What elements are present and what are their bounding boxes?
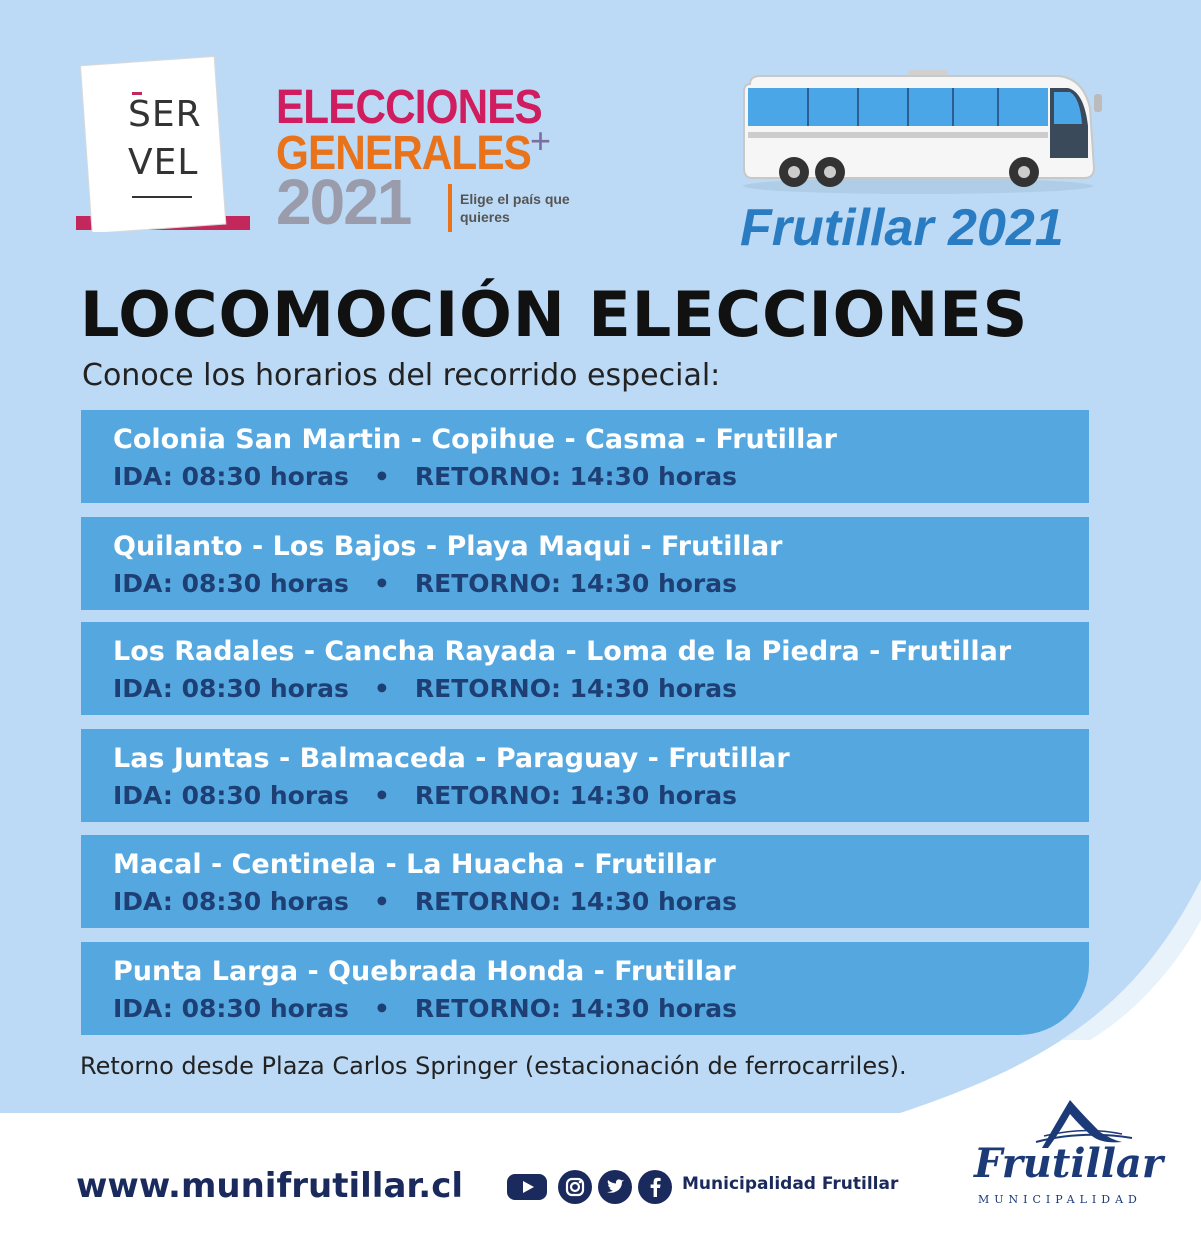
servel-logo	[76, 52, 252, 232]
route-times	[113, 887, 737, 916]
social-handle: Municipalidad Frutillar	[682, 1174, 899, 1194]
route-card	[81, 942, 1089, 1035]
route-ida: IDA: 08:30 horas	[113, 462, 349, 491]
page-subtitle: Conoce los horarios del recorrido especial:	[82, 358, 721, 393]
municipality-name: Frutillar	[974, 1140, 1163, 1187]
elecciones-plus: +	[530, 120, 552, 161]
route-name: Colonia San Martin - Copihue - Casma - Frutillar	[113, 424, 837, 455]
route-retorno: RETORNO: 14:30 horas	[414, 674, 738, 703]
route-ida: IDA: 08:30 horas	[113, 887, 349, 916]
route-name: Las Juntas - Balmaceda - Paraguay - Frutillar	[113, 743, 790, 774]
route-card	[81, 517, 1089, 610]
route-name: Macal - Centinela - La Huacha - Frutillar	[113, 849, 716, 880]
elecciones-divider	[448, 184, 452, 232]
route-card	[81, 729, 1089, 822]
servel-line1: SER	[128, 94, 202, 135]
route-ida: IDA: 08:30 horas	[113, 781, 349, 810]
route-times	[113, 462, 737, 491]
elecciones-year: 2021	[276, 166, 411, 238]
route-name: Los Radales - Cancha Rayada - Loma de la Piedra - Frutillar	[113, 636, 1012, 667]
route-name: Punta Larga - Quebrada Honda - Frutillar	[113, 956, 736, 987]
route-times	[113, 781, 737, 810]
bullet-separator: •	[373, 462, 390, 491]
location-year-title: Frutillar 2021	[740, 199, 1064, 257]
route-times	[113, 994, 737, 1023]
bullet-separator: •	[373, 994, 390, 1023]
bullet-separator: •	[373, 674, 390, 703]
route-card	[81, 622, 1089, 715]
route-ida: IDA: 08:30 horas	[113, 674, 349, 703]
bullet-separator: •	[373, 781, 390, 810]
instagram-icon[interactable]	[558, 1170, 592, 1204]
route-ida: IDA: 08:30 horas	[113, 994, 349, 1023]
route-card	[81, 410, 1089, 503]
route-times	[113, 674, 737, 703]
twitter-icon[interactable]	[598, 1170, 632, 1204]
return-footnote: Retorno desde Plaza Carlos Springer (estacionación de ferrocarriles).	[80, 1052, 907, 1080]
facebook-icon[interactable]	[638, 1170, 672, 1204]
elecciones-line1: ELECCIONES	[276, 81, 542, 134]
route-retorno: RETORNO: 14:30 horas	[414, 994, 738, 1023]
route-retorno: RETORNO: 14:30 horas	[414, 887, 738, 916]
bullet-separator: •	[373, 569, 390, 598]
elecciones-generales-logo	[276, 80, 570, 240]
route-card	[81, 835, 1089, 928]
elecciones-tagline: Elige el país que quieres	[460, 191, 570, 225]
bus-icon	[738, 68, 1108, 196]
website-link[interactable]: www.munifrutillar.cl	[76, 1166, 464, 1206]
servel-line2: VEL	[128, 142, 199, 183]
youtube-icon[interactable]	[506, 1170, 548, 1204]
route-name: Quilanto - Los Bajos - Playa Maqui - Frutillar	[113, 531, 783, 562]
route-times	[113, 569, 737, 598]
elecciones-line2: GENERALES	[276, 127, 531, 180]
page-title: LOCOMOCIÓN ELECCIONES	[80, 278, 1029, 351]
route-retorno: RETORNO: 14:30 horas	[414, 781, 738, 810]
route-retorno: RETORNO: 14:30 horas	[414, 462, 738, 491]
route-ida: IDA: 08:30 horas	[113, 569, 349, 598]
municipality-subtitle: MUNICIPALIDAD	[978, 1193, 1142, 1206]
bullet-separator: •	[373, 887, 390, 916]
route-retorno: RETORNO: 14:30 horas	[414, 569, 738, 598]
